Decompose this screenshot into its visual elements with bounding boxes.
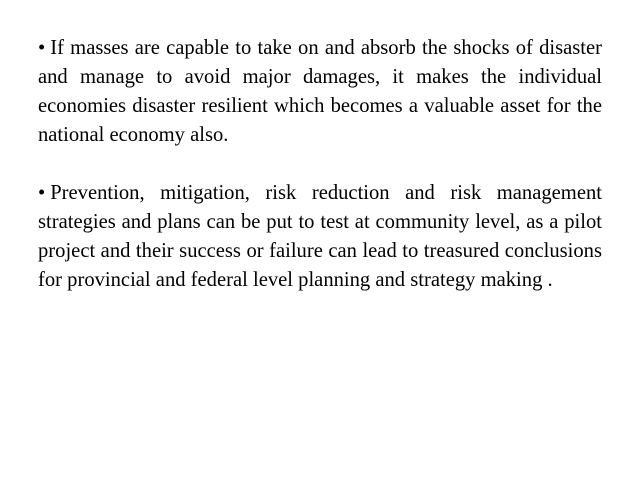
bullet-marker: • bbox=[38, 182, 46, 204]
bullet-item-resilience bbox=[38, 34, 602, 150]
bullet-text: If masses are capable to take on and absorb the shocks of disaster and manage to avoid major damages, it makes the individual economies disaster resilient which becomes a valuable asset for the national economy also. bbox=[38, 37, 602, 146]
slide-content bbox=[38, 34, 602, 295]
bullet-marker: • bbox=[38, 37, 46, 59]
bullet-text: Prevention, mitigation, risk reduction and risk management strategies and plans can be put to test at community level, as a pilot project and their success or failure can lead to treasured conclusions for provincial and federal level planning and strategy making . bbox=[38, 182, 602, 291]
bullet-item-strategies bbox=[38, 179, 602, 295]
